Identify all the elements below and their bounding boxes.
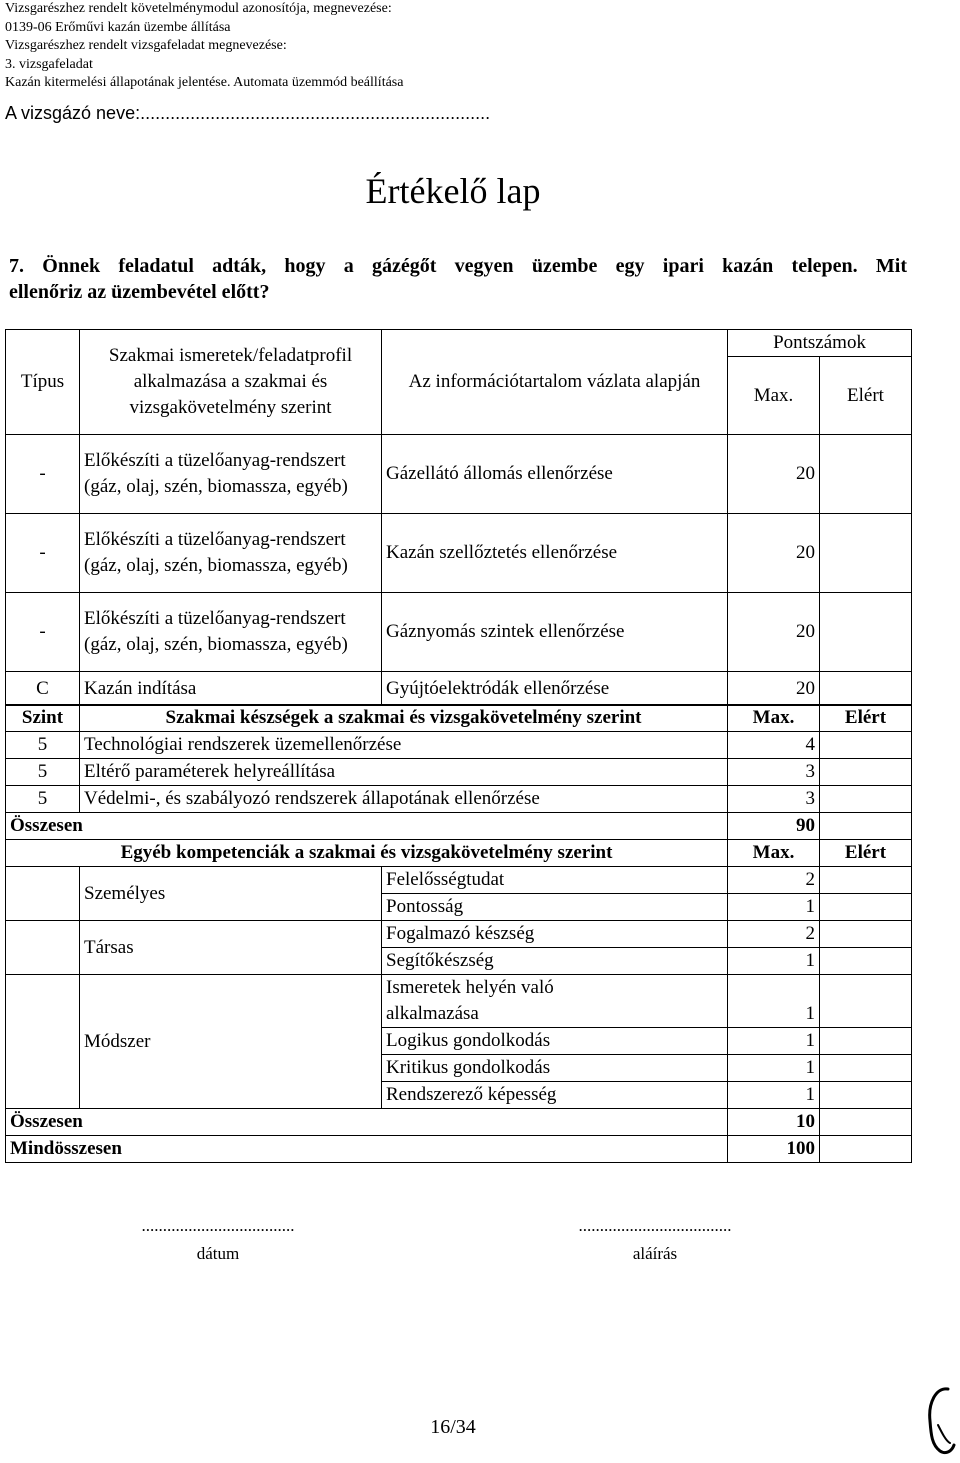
table-row bbox=[6, 786, 912, 813]
grand-total-achieved[interactable] bbox=[820, 1136, 912, 1163]
table-row bbox=[6, 593, 912, 672]
total-value: 10 bbox=[728, 1109, 820, 1136]
total-achieved[interactable] bbox=[820, 1109, 912, 1136]
competency-group: Társas bbox=[80, 921, 382, 975]
skills-header-title: Szakmai készségek a szakmai és vizsgakövetelmény szerint bbox=[80, 705, 728, 732]
table-row bbox=[6, 732, 912, 759]
header-outline: Az információtartalom vázlata alapján bbox=[382, 330, 728, 435]
header-profile: Szakmai ismeretek/feladatprofil alkalmazása a szakmai és vizsgakövetelmény szerint bbox=[80, 330, 382, 435]
competency-max: 2 bbox=[728, 921, 820, 948]
row-achieved[interactable] bbox=[820, 514, 912, 593]
competency-achieved[interactable] bbox=[820, 1082, 912, 1109]
row-profile: Előkészíti a tüzelőanyag-rendszert (gáz, olaj, szén, biomassza, egyéb) bbox=[80, 435, 382, 514]
header-achieved: Elért bbox=[820, 357, 912, 435]
other-header-max: Max. bbox=[728, 840, 820, 867]
skill-level: 5 bbox=[6, 732, 80, 759]
table-row bbox=[6, 514, 912, 593]
competency-item: Pontosság bbox=[382, 894, 728, 921]
competency-achieved[interactable] bbox=[820, 1055, 912, 1082]
row-max: 20 bbox=[728, 514, 820, 593]
competency-max: 1 bbox=[728, 1055, 820, 1082]
competency-max: 1 bbox=[728, 1028, 820, 1055]
table-row bbox=[6, 975, 912, 1028]
row-achieved[interactable] bbox=[820, 435, 912, 514]
row-profile: Előkészíti a tüzelőanyag-rendszert (gáz, olaj, szén, biomassza, egyéb) bbox=[80, 593, 382, 672]
competency-item: Rendszerező képesség bbox=[382, 1082, 728, 1109]
competency-item: Kritikus gondolkodás bbox=[382, 1055, 728, 1082]
competency-item: Logikus gondolkodás bbox=[382, 1028, 728, 1055]
total-row bbox=[6, 813, 912, 840]
skill-max: 3 bbox=[728, 786, 820, 813]
total-value: 90 bbox=[728, 813, 820, 840]
competency-item: Ismeretek helyén való alkalmazása bbox=[382, 975, 728, 1028]
skill-achieved[interactable] bbox=[820, 732, 912, 759]
total-label: Összesen bbox=[6, 1109, 728, 1136]
task-description bbox=[9, 253, 907, 305]
signature-block bbox=[525, 1212, 785, 1268]
skill-achieved[interactable] bbox=[820, 759, 912, 786]
table-row bbox=[6, 921, 912, 948]
competency-group: Módszer bbox=[80, 975, 382, 1109]
competency-item: Fogalmazó készség bbox=[382, 921, 728, 948]
row-achieved[interactable] bbox=[820, 593, 912, 672]
skill-level: 5 bbox=[6, 759, 80, 786]
signature-line[interactable]: .................................... bbox=[578, 1216, 732, 1235]
competency-max: 1 bbox=[728, 894, 820, 921]
competency-max: 1 bbox=[728, 948, 820, 975]
header-points: Pontszámok bbox=[728, 330, 912, 357]
date-signature-block bbox=[88, 1212, 348, 1268]
skills-header-level: Szint bbox=[6, 705, 80, 732]
skills-header-row bbox=[6, 705, 912, 732]
page-title: Értékelő lap bbox=[365, 171, 541, 211]
competency-group: Személyes bbox=[80, 867, 382, 921]
row-outline: Gyújtóelektródák ellenőrzése bbox=[382, 672, 728, 706]
table-row bbox=[6, 867, 912, 894]
row-outline: Gáznyomás szintek ellenőrzése bbox=[382, 593, 728, 672]
date-line[interactable]: .................................... bbox=[141, 1216, 295, 1235]
skill-name: Technológiai rendszerek üzemellenőrzése bbox=[80, 732, 728, 759]
row-type: - bbox=[6, 435, 80, 514]
other-header-title: Egyéb kompetenciák a szakmai és vizsgakövetelmény szerint bbox=[6, 840, 728, 867]
date-label: dátum bbox=[196, 1244, 240, 1263]
evaluation-table bbox=[5, 329, 912, 706]
other-header-achieved: Elért bbox=[820, 840, 912, 867]
header-line: 3. vizsgafeladat bbox=[5, 56, 93, 72]
skill-max: 4 bbox=[728, 732, 820, 759]
table-row bbox=[6, 435, 912, 514]
table-row bbox=[6, 672, 912, 706]
header-line: Vizsgarészhez rendelt vizsgafeladat megnevezése: bbox=[5, 38, 287, 53]
corner-mark-icon bbox=[920, 1385, 958, 1457]
competency-achieved[interactable] bbox=[820, 867, 912, 894]
header-type: Típus bbox=[6, 330, 80, 435]
skills-header-max: Max. bbox=[728, 705, 820, 732]
skills-table bbox=[5, 704, 912, 1163]
total-row bbox=[6, 1109, 912, 1136]
header-line: Kazán kitermelési állapotának jelentése. Automata üzemmód beállítása bbox=[5, 75, 404, 90]
total-label: Összesen bbox=[6, 813, 728, 840]
examinee-name-field: A vizsgázó neve:...................................................................... bbox=[5, 103, 491, 123]
other-header-row bbox=[6, 840, 912, 867]
skill-achieved[interactable] bbox=[820, 786, 912, 813]
row-type: - bbox=[6, 514, 80, 593]
row-outline: Kazán szellőztetés ellenőrzése bbox=[382, 514, 728, 593]
competency-item: Felelősségtudat bbox=[382, 867, 728, 894]
row-achieved[interactable] bbox=[820, 672, 912, 706]
competency-max: 1 bbox=[728, 975, 820, 1028]
skill-level: 5 bbox=[6, 786, 80, 813]
grand-total-label: Mindösszesen bbox=[6, 1136, 728, 1163]
row-type: - bbox=[6, 593, 80, 672]
task-line: ellenőriz az üzembevétel előtt? bbox=[9, 281, 270, 303]
signature-label: aláírás bbox=[632, 1244, 678, 1263]
skill-name: Védelmi-, és szabályozó rendszerek állapotának ellenőrzése bbox=[80, 786, 728, 813]
grand-total-row bbox=[6, 1136, 912, 1163]
row-max: 20 bbox=[728, 435, 820, 514]
competency-achieved[interactable] bbox=[820, 921, 912, 948]
page-number: 16/34 bbox=[430, 1416, 476, 1438]
row-profile: Kazán indítása bbox=[80, 672, 382, 706]
header-line: 0139-06 Erőművi kazán üzembe állítása bbox=[5, 19, 231, 35]
skills-header-achieved: Elért bbox=[820, 705, 912, 732]
competency-item: Segítőkészség bbox=[382, 948, 728, 975]
row-max: 20 bbox=[728, 672, 820, 706]
row-profile: Előkészíti a tüzelőanyag-rendszert (gáz, olaj, szén, biomassza, egyéb) bbox=[80, 514, 382, 593]
table-row bbox=[6, 759, 912, 786]
competency-achieved[interactable] bbox=[820, 894, 912, 921]
row-type: C bbox=[6, 672, 80, 706]
header-max: Max. bbox=[728, 357, 820, 435]
competency-achieved[interactable] bbox=[820, 1028, 912, 1055]
skill-max: 3 bbox=[728, 759, 820, 786]
task-line: 7. Önnek feladatul adták, hogy a gázégőt vegyen üzembe egy ipari kazán telepen. Mit bbox=[9, 255, 907, 277]
page-header bbox=[5, 0, 403, 93]
competency-achieved[interactable] bbox=[820, 975, 912, 1028]
competency-max: 1 bbox=[728, 1082, 820, 1109]
header-line: Vizsgarészhez rendelt követelménymodul azonosítója, megnevezése: bbox=[5, 1, 392, 16]
row-max: 20 bbox=[728, 593, 820, 672]
skill-name: Eltérő paraméterek helyreállítása bbox=[80, 759, 728, 786]
grand-total-value: 100 bbox=[728, 1136, 820, 1163]
competency-achieved[interactable] bbox=[820, 948, 912, 975]
row-outline: Gázellátó állomás ellenőrzése bbox=[382, 435, 728, 514]
competency-max: 2 bbox=[728, 867, 820, 894]
total-achieved[interactable] bbox=[820, 813, 912, 840]
